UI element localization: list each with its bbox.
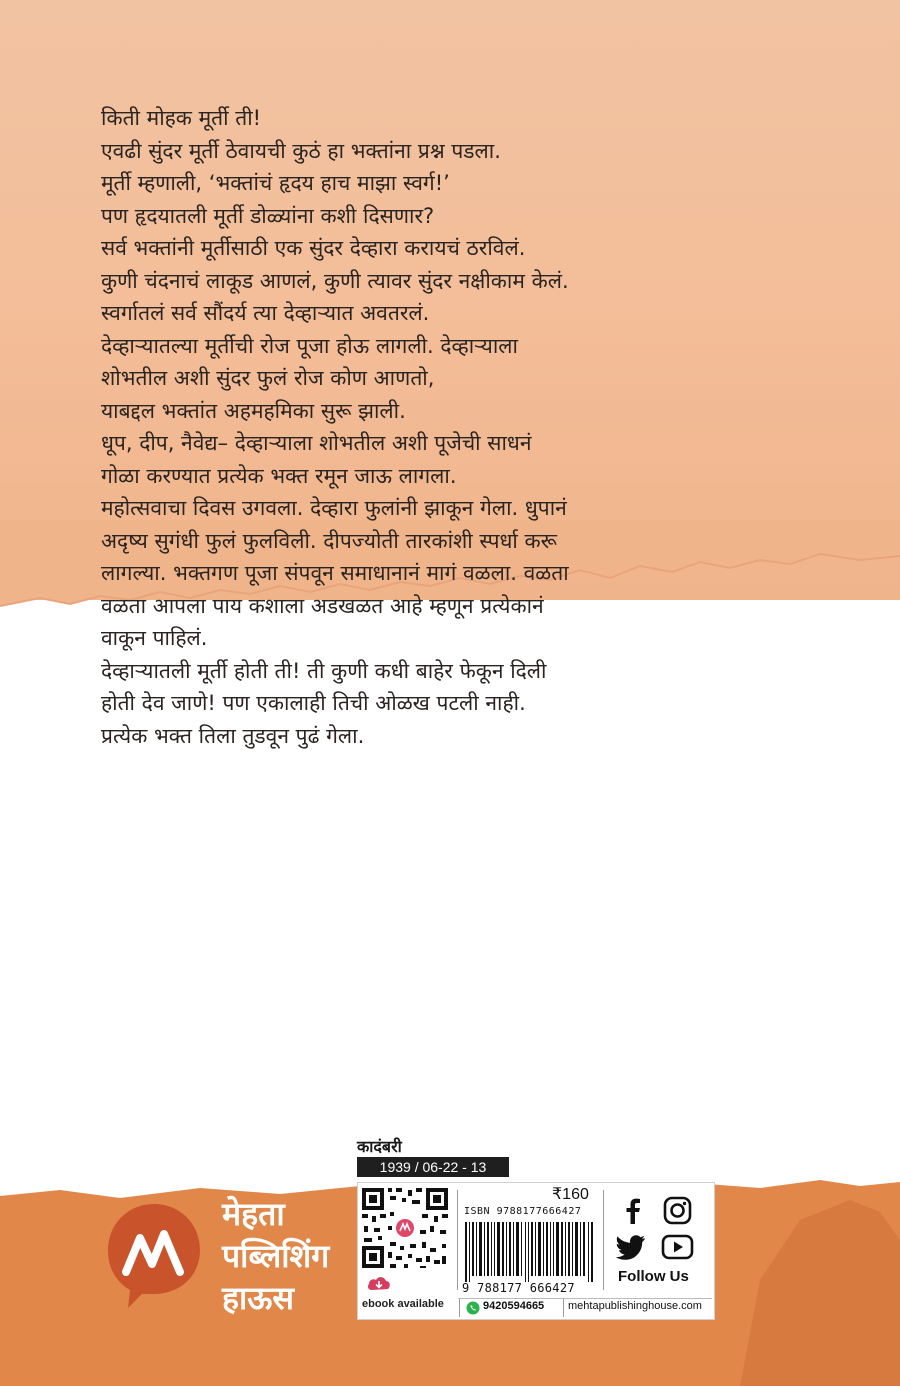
whatsapp-icon — [466, 1301, 480, 1315]
logo-icon — [104, 1200, 204, 1310]
blurb-line: धूप, दीप, नैवेद्य– देव्हाऱ्याला शोभतील अशी पूजेची साधनं — [101, 431, 532, 455]
publisher-name-line3: हाऊस — [222, 1279, 295, 1317]
youtube-icon[interactable] — [660, 1232, 694, 1262]
twitter-icon[interactable] — [614, 1232, 648, 1262]
blurb-line: देव्हाऱ्यातल्या मूर्तीची रोज पूजा होऊ लागली. देव्हाऱ्याला — [101, 333, 518, 358]
blurb-line: होती देव जाणे! पण एकालाही तिची ओळख पटली नाही. — [101, 691, 526, 715]
card-divider — [563, 1299, 564, 1317]
follow-us-label: Follow Us — [618, 1268, 689, 1285]
blurb-line: सर्व भक्तांनी मूर्तीसाठी एक सुंदर देव्हारा करायचं ठरविलं. — [101, 236, 526, 260]
card-divider — [603, 1190, 604, 1290]
ebook-icon — [366, 1272, 392, 1294]
website-link[interactable]: mehtapublishinghouse.com — [568, 1300, 702, 1312]
publisher-name-line2: पब्लिशिंग — [222, 1237, 330, 1275]
blurb-line: वळता आपला पाय कशाला अडखळत आहे म्हणून प्रत्येकानं — [101, 593, 544, 618]
publisher-name-line1: मेहता — [222, 1195, 285, 1233]
card-divider — [457, 1190, 458, 1290]
blurb-line: वाकून पाहिलं. — [101, 626, 208, 650]
blurb-line: अदृष्य सुगंधी फुलं फुलविली. दीपज्योती तारकांशी स्पर्धा करू — [101, 528, 557, 553]
qr-code-icon[interactable] — [360, 1186, 450, 1270]
blurb-line: देव्हाऱ्यातली मूर्ती होती ती! ती कुणी कधी बाहेर फेकून दिली — [101, 658, 547, 683]
blurb-line: महोत्सवाचा दिवस उगवला. देव्हारा फुलांनी झाकून गेला. धुपानं — [101, 496, 567, 520]
ebook-available-label: ebook available — [362, 1298, 444, 1310]
facebook-icon[interactable] — [616, 1196, 650, 1226]
blurb-line: किती मोहक मूर्ती ती! — [101, 106, 262, 130]
isbn-label: ISBN 9788177666427 — [464, 1206, 582, 1217]
blurb-line: मूर्ती म्हणाली, ‘भक्तांचं हृदय हाच माझा स्वर्ग!’ — [101, 171, 450, 195]
card-divider — [458, 1298, 712, 1299]
price: ₹160 — [552, 1186, 589, 1203]
barcode — [465, 1222, 593, 1282]
phone-number[interactable]: 9420594665 — [483, 1300, 545, 1312]
blurb-line: गोळा करण्यात प्रत्येक भक्त रमून जाऊ लागला. — [101, 463, 457, 488]
blurb-line: एवढी सुंदर मूर्ती ठेवायची कुठं हा भक्तांना प्रश्न पडला. — [101, 138, 501, 163]
barcode-number: 9 788177 666427 — [462, 1281, 575, 1295]
blurb-line: शोभतील अशी सुंदर फुलं रोज कोण आणतो, — [101, 366, 435, 390]
blurb-line: कुणी चंदनाचं लाकूड आणलं, कुणी त्यावर सुंदर नक्षीकाम केलं. — [101, 268, 569, 293]
blurb-line: लागल्या. भक्तगण पूजा संपवून समाधानानं मागं वळला. वळता — [101, 561, 569, 585]
blurb-line: स्वर्गातलं सर्व सौंदर्य त्या देव्हाऱ्यात अवतरलं. — [101, 301, 430, 325]
blurb-text — [101, 102, 741, 752]
card-divider — [459, 1299, 460, 1317]
genre-label: कादंबरी — [357, 1137, 402, 1156]
blurb-line: याबद्दल भक्तांत अहमहमिका सुरू झाली. — [101, 398, 406, 423]
blurb-line: प्रत्येक भक्त तिला तुडवून पुढं गेला. — [101, 723, 365, 748]
blurb-line: पण हृदयातली मूर्ती डोळ्यांना कशी दिसणार? — [101, 203, 435, 228]
catalog-code: 1939 / 06-22 - 13 — [357, 1157, 509, 1177]
instagram-icon[interactable] — [660, 1196, 694, 1226]
